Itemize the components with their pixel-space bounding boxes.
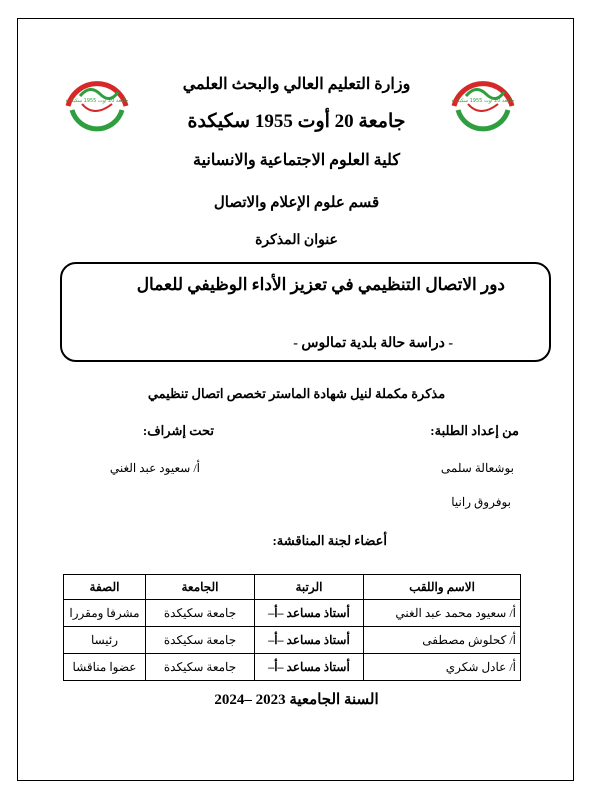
member-rank: أستاذ مساعد –أ– xyxy=(255,627,364,654)
title-box xyxy=(60,262,551,362)
ministry-name: وزارة التعليم العالي والبحث العلمي xyxy=(182,76,411,93)
thesis-title: دور الاتصال التنظيمي في تعزيز الأداء الوظيفي للعمال xyxy=(136,275,505,294)
member-name: أ/ كحلوش مصطفى xyxy=(364,627,521,654)
table-header-row xyxy=(64,575,521,600)
memo-title-label: عنوان المذكرة xyxy=(255,233,338,248)
column-header-university: الجامعة xyxy=(146,575,255,600)
academic-year: السنة الجامعية 2023 –2024 xyxy=(214,692,379,708)
prepared-by-label: من إعداد الطلبة: xyxy=(430,423,519,438)
member-rank: أستاذ مساعد –أ– xyxy=(255,654,364,681)
member-university: جامعة سكيكدة xyxy=(146,654,255,681)
member-role: عضوا مناقشا xyxy=(64,654,146,681)
member-name: أ/ سعيود محمد عبد الغني xyxy=(364,600,521,627)
supervisor-name: أ/ سعيود عبد الغني xyxy=(109,461,200,475)
column-header-rank: الرتبة xyxy=(255,575,364,600)
thesis-subtitle: - دراسة حالة بلدية تمالوس - xyxy=(293,336,453,351)
table-row xyxy=(64,600,521,627)
university-name: جامعة 20 أوت 1955 سكيكدة xyxy=(187,111,406,132)
committee-table xyxy=(63,574,521,681)
member-university: جامعة سكيكدة xyxy=(146,627,255,654)
department-name: قسم علوم الإعلام والاتصال xyxy=(213,195,380,211)
member-university: جامعة سكيكدة xyxy=(146,600,255,627)
member-role: رئيسا xyxy=(64,627,146,654)
column-header-role: الصفة xyxy=(64,575,146,600)
logo-text-right: جامعة 20 أوت 1955 سكيكدة xyxy=(451,98,515,104)
member-rank: أستاذ مساعد –أ– xyxy=(255,600,364,627)
faculty-name: كلية العلوم الاجتماعية والانسانية xyxy=(193,152,400,169)
column-header-name: الاسم واللقب xyxy=(364,575,521,600)
student-name: بوشعالة سلمى xyxy=(440,461,514,475)
committee-label: أعضاء لجنة المناقشة: xyxy=(272,533,387,548)
member-role: مشرفا ومقررا xyxy=(64,600,146,627)
table-row xyxy=(64,627,521,654)
thesis-note: مذكرة مكملة لنيل شهادة الماستر تخصص اتصال تنظيمي xyxy=(147,386,446,401)
table-row xyxy=(64,654,521,681)
member-name: أ/ عادل شكري xyxy=(364,654,521,681)
logo-text-left: جامعة 20 أوت 1955 سكيكدة xyxy=(65,98,129,104)
student-name: بوفروق رانيا xyxy=(451,495,511,509)
supervision-label: تحت إشراف: xyxy=(142,423,214,438)
